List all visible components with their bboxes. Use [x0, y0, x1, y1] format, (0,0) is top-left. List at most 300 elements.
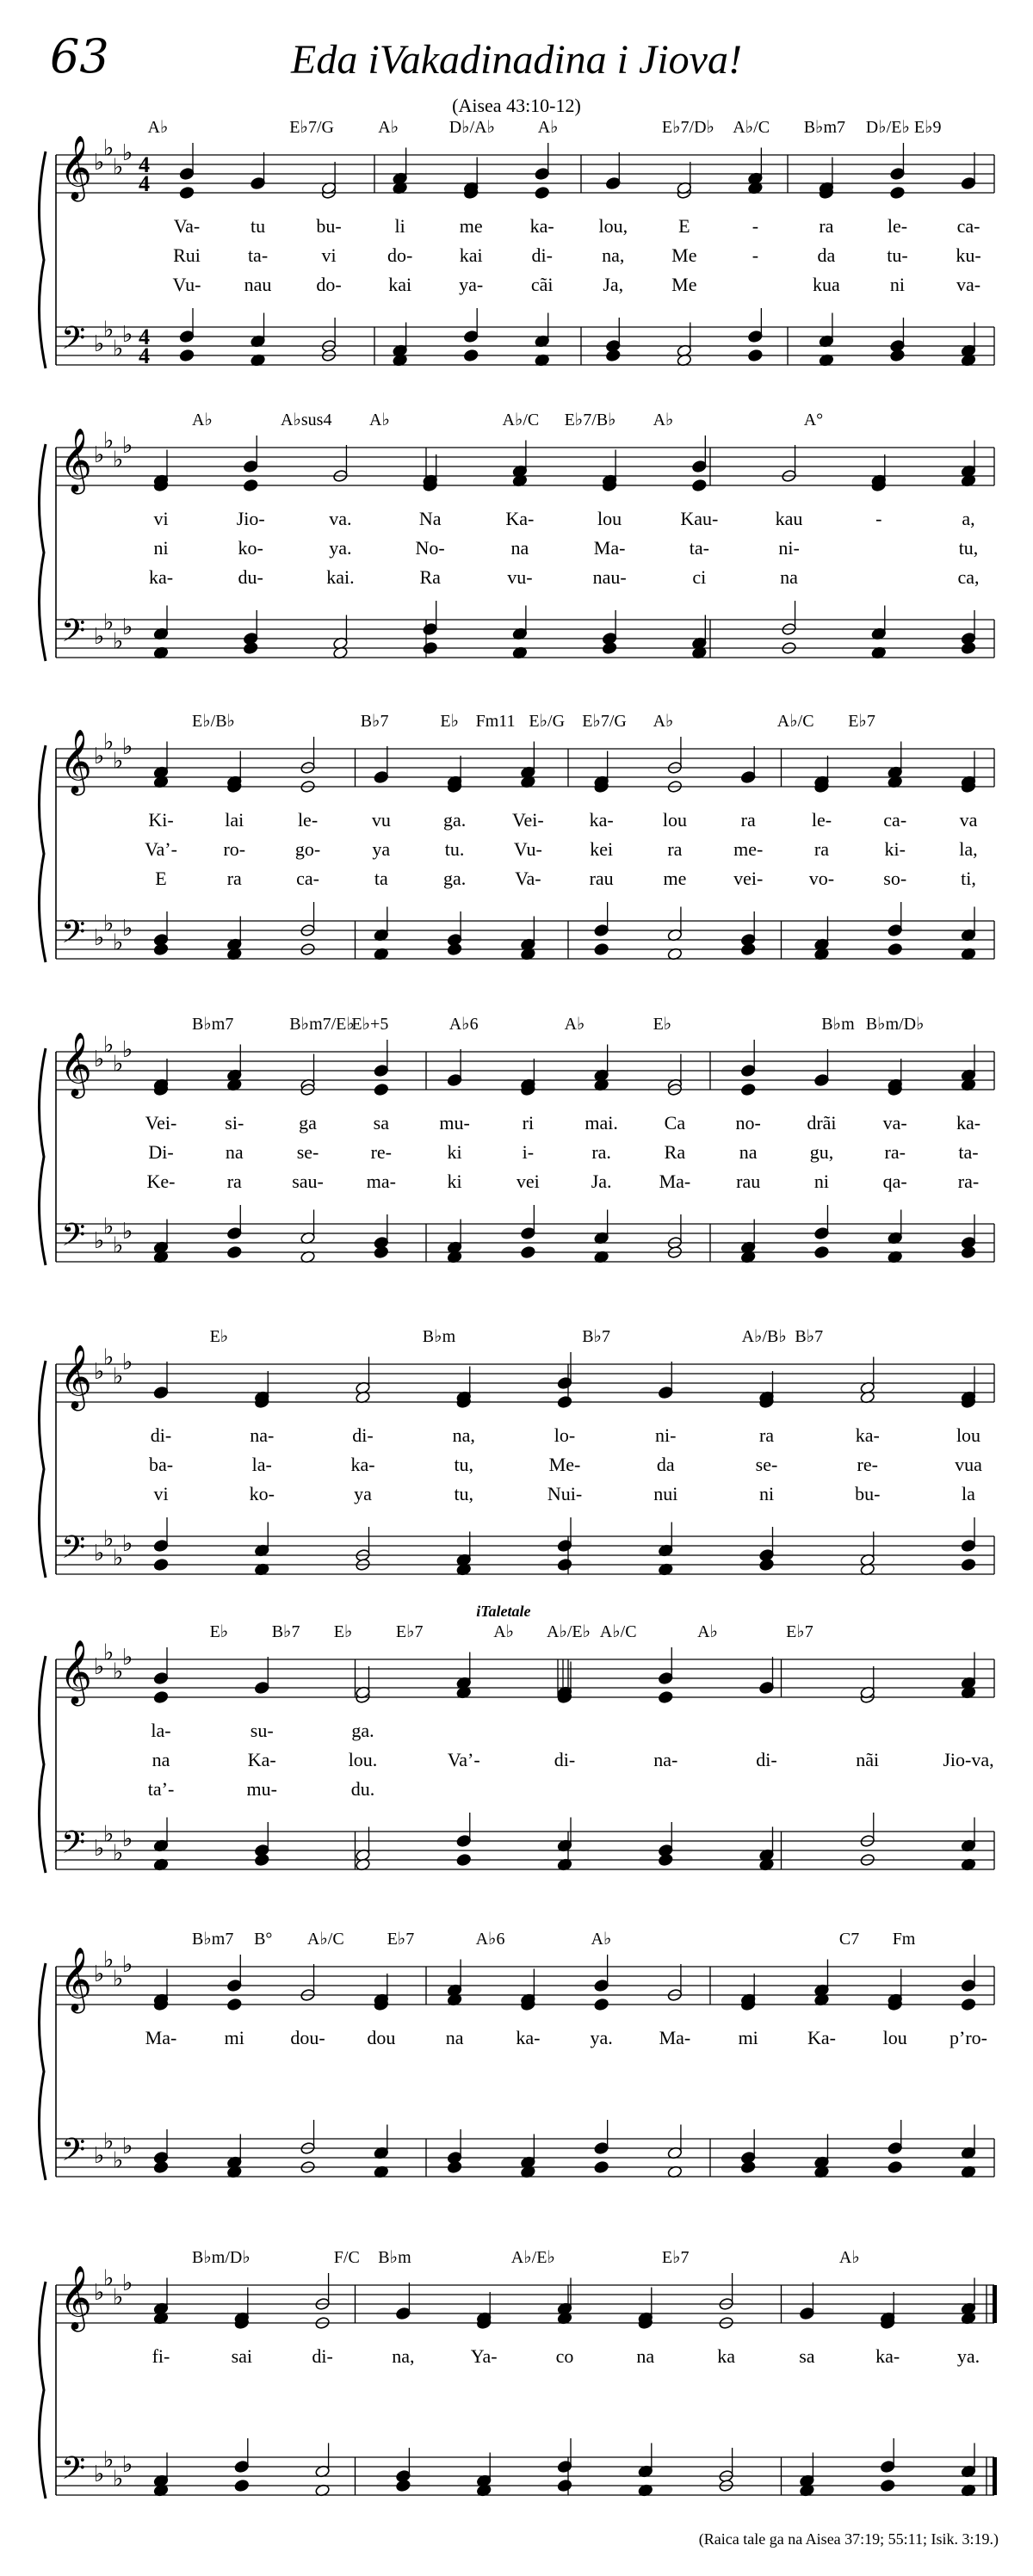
system-brace [39, 745, 46, 962]
lyric-syllable: vi [153, 508, 169, 529]
lyric-syllable: ta- [958, 1141, 979, 1163]
lyric-syllable: Va’- [447, 1749, 480, 1770]
lyric-syllable: nau [244, 274, 272, 295]
chord-symbol: A♭ [838, 2248, 860, 2267]
lyric-syllable: dou [367, 2027, 396, 2048]
lyric-syllable: Rui [173, 244, 201, 266]
lyric-syllable: me [459, 215, 483, 237]
lyric-syllable: ca- [883, 809, 907, 831]
chord-symbol: B♭m7 [192, 1930, 234, 1949]
chord-symbol: B♭m [422, 1327, 456, 1346]
chord-symbol: D♭/E♭ E♭9 [865, 118, 942, 137]
flat-sign: ♭ [122, 322, 133, 347]
chord-symbol: A♭6 [475, 1930, 505, 1949]
scripture-reference: (Aisea 43:10-12) [452, 95, 581, 116]
lyric-syllable: ya. [590, 2027, 613, 2048]
lyric-syllable: kai [459, 244, 483, 266]
bass-staff [56, 327, 994, 365]
lyric-syllable: nau- [592, 566, 627, 588]
lyric-syllable: du- [238, 566, 263, 588]
lyric-syllable: na, [602, 244, 625, 266]
flat-sign: ♭ [94, 1961, 105, 1986]
lyric-syllable: na [225, 1141, 244, 1163]
chord-symbol: F/C [333, 2248, 360, 2267]
flat-sign: ♭ [103, 2128, 114, 2154]
system-brace [39, 1048, 46, 1265]
lyric-syllable: ro- [223, 838, 246, 860]
lyric-syllable: go- [294, 838, 321, 860]
flat-sign: ♭ [122, 2452, 133, 2477]
flat-sign: ♭ [103, 1526, 114, 1552]
bass-clef: 𝄢 [61, 2451, 86, 2493]
bass-clef: 𝄢 [61, 2133, 86, 2175]
lyric-syllable: ki [447, 1141, 462, 1163]
time-signature: 4 [139, 343, 150, 368]
lyric-syllable: Ja. [591, 1171, 612, 1192]
chord-symbol: B♭7 [582, 1327, 610, 1346]
chord-symbol: A♭/C [733, 118, 770, 137]
chord-symbol: A♭ [653, 712, 674, 731]
lyric-syllable: ra [667, 838, 683, 860]
lyric-syllable: tu. [444, 838, 465, 860]
lyric-syllable: ci [692, 566, 707, 588]
flat-sign: ♭ [94, 2143, 105, 2168]
flat-sign: ♭ [113, 1363, 124, 1389]
lyric-syllable: ra. [591, 1141, 611, 1163]
chord-symbol: C7 [838, 1930, 860, 1949]
lyric-syllable: Me [671, 274, 697, 295]
refrain-label: iTaletale [476, 1603, 531, 1620]
lyric-syllable: Ya- [470, 2345, 498, 2367]
lyric-syllable: Ra [664, 1141, 686, 1163]
lyric-syllable: da [656, 1454, 675, 1475]
lyric-syllable: du. [350, 1778, 375, 1800]
flat-sign: ♭ [103, 2265, 114, 2291]
hymn-number: 63 [50, 29, 109, 83]
chord-symbol: B♭7 [360, 712, 389, 731]
flat-sign: ♭ [103, 1821, 114, 1847]
system-brace [39, 1361, 46, 1578]
lyric-syllable: no- [735, 1112, 761, 1134]
chord-symbol: B♭7 [271, 1622, 300, 1641]
chord-symbol: B♭m7/E♭ [289, 1015, 355, 1034]
flat-sign: ♭ [94, 2280, 105, 2305]
lyric-syllable: - [875, 508, 882, 529]
bass-clef: 𝄢 [61, 321, 86, 363]
treble-clef: 𝄞 [59, 1034, 92, 1095]
lyric-syllable: sai [231, 2345, 253, 2367]
lyric-syllable: me [663, 868, 687, 889]
chord-symbol: A♭6 [448, 1015, 479, 1034]
flat-sign: ♭ [94, 442, 105, 467]
flat-sign: ♭ [103, 1947, 114, 1973]
flat-sign: ♭ [122, 1531, 133, 1556]
lyric-syllable: Ra [419, 566, 441, 588]
chord-symbol: E♭7 [661, 2248, 690, 2267]
flat-sign: ♭ [103, 428, 114, 454]
lyric-syllable: Di- [148, 1141, 174, 1163]
chord-symbol: E♭7/G [289, 118, 334, 137]
bass-clef: 𝄢 [61, 614, 86, 656]
chord-symbol: A♭ [369, 411, 390, 429]
flat-sign: ♭ [122, 1826, 133, 1851]
lyric-syllable: ka- [956, 1112, 981, 1134]
lyric-syllable: la, [959, 838, 978, 860]
lyric-syllable: re- [857, 1454, 878, 1475]
lyric-syllable: Ma- [659, 2027, 691, 2048]
system-brace [39, 151, 46, 368]
chord-symbol: A♭sus4 [281, 411, 332, 429]
system-brace [39, 444, 46, 661]
lyric-syllable: ya [372, 838, 391, 860]
chord-symbol: A♭/C [502, 411, 540, 429]
chord-symbol: E♭7/D♭ [661, 118, 714, 137]
lyric-syllable: la [962, 1483, 975, 1504]
lyric-syllable: nãi [856, 1749, 880, 1770]
flat-sign: ♭ [94, 1654, 105, 1679]
lyric-syllable: vu [371, 809, 391, 831]
lyric-syllable: ni [758, 1483, 775, 1504]
treble-clef: 𝄞 [59, 429, 92, 491]
lyric-syllable: na [445, 2027, 464, 2048]
lyric-syllable: vua [955, 1454, 982, 1475]
flat-sign: ♭ [122, 433, 133, 458]
bass-clef: 𝄢 [61, 915, 86, 957]
lyric-syllable: sa [373, 1112, 389, 1134]
lyric-syllable: si- [225, 1112, 244, 1134]
chord-symbol: B♭m [821, 1015, 855, 1034]
chord-symbol: A♭ [493, 1622, 515, 1641]
lyric-syllable: ya [354, 1483, 372, 1504]
lyric-syllable: la- [251, 1454, 272, 1475]
lyric-syllable: re- [370, 1141, 393, 1163]
flat-sign: ♭ [94, 1541, 105, 1566]
lyric-syllable: Nui- [547, 1483, 583, 1504]
hymn-title: Eda iVakadinadina i Jiova! [291, 37, 742, 83]
lyric-syllable: ma- [366, 1171, 396, 1192]
lyric-syllable: le- [811, 809, 832, 831]
system-brace [39, 1963, 46, 2180]
lyric-syllable: ni- [655, 1424, 677, 1446]
lyric-syllable: ba- [148, 1454, 174, 1475]
lyric-syllable: Ma- [593, 537, 626, 559]
treble-clef: 𝄞 [59, 1346, 92, 1407]
lyric-syllable: dou- [290, 2027, 325, 2048]
flat-sign: ♭ [122, 916, 133, 941]
lyric-syllable: ni- [778, 537, 800, 559]
lyric-syllable: lou [956, 1424, 981, 1446]
chord-symbol: B° [254, 1930, 273, 1949]
flat-sign: ♭ [122, 1350, 133, 1374]
lyric-syllable: se- [755, 1454, 778, 1475]
time-signature: 4 [139, 171, 150, 196]
lyric-syllable: mu- [439, 1112, 470, 1134]
lyric-syllable: Ja, [603, 274, 624, 295]
chord-symbol: E♭7 [786, 1622, 813, 1641]
lyric-syllable: li [394, 215, 405, 237]
lyric-syllable: Ca [664, 1112, 686, 1134]
flat-sign: ♭ [103, 135, 114, 161]
lyric-syllable: Jio- [236, 508, 265, 529]
bass-staff [56, 1832, 994, 1869]
lyric-syllable: drãi [807, 1112, 837, 1134]
lyric-syllable: rau [589, 868, 614, 889]
lyric-syllable: di- [554, 1749, 576, 1770]
chord-symbol: A♭ [537, 118, 559, 137]
flat-sign: ♭ [122, 734, 133, 759]
chord-symbol: A♭ [697, 1622, 718, 1641]
lyric-syllable: di- [312, 2345, 333, 2367]
flat-sign: ♭ [103, 729, 114, 755]
lyric-syllable: na [780, 566, 798, 588]
lyric-syllable: bu- [316, 215, 342, 237]
lyric-syllable: Ke- [146, 1171, 176, 1192]
lyric-syllable: lou [882, 2027, 907, 2048]
lyric-syllable: a, [962, 508, 975, 529]
chord-symbol: B♭m [378, 2248, 411, 2267]
lyric-syllable: mai. [585, 1112, 618, 1134]
lyric-syllable: vi [321, 244, 337, 266]
chord-symbol: A♭ [378, 118, 399, 137]
flat-sign: ♭ [103, 317, 114, 343]
lyric-syllable: ta- [689, 537, 709, 559]
time-signature: 4 [139, 324, 150, 349]
lyric-syllable: Ki- [148, 809, 174, 831]
chord-symbol: B♭7 [795, 1327, 824, 1346]
lyric-syllable: No- [415, 537, 445, 559]
system-3 [39, 712, 994, 962]
lyric-syllable: ko- [249, 1483, 275, 1504]
chord-symbol: D♭/A♭ [448, 118, 496, 137]
lyric-syllable: so- [883, 868, 907, 889]
lyric-syllable: kau [775, 508, 803, 529]
lyric-syllable: na, [392, 2345, 415, 2367]
lyric-syllable: lou, [598, 215, 628, 237]
lyric-syllable: ki [447, 1171, 462, 1192]
chord-symbol: E♭7 [395, 1622, 424, 1641]
lyric-syllable: bu- [855, 1483, 881, 1504]
flat-sign: ♭ [103, 1032, 114, 1058]
lyric-syllable: da [817, 244, 836, 266]
flat-sign: ♭ [94, 1836, 105, 1861]
lyric-syllable: va [959, 809, 978, 831]
lyric-syllable: na [739, 1141, 758, 1163]
lyric-syllable: E [155, 868, 167, 889]
flat-sign: ♭ [113, 2466, 124, 2492]
lyric-syllable: mi [224, 2027, 244, 2048]
lyric-syllable: tu, [454, 1483, 474, 1504]
lyric-syllable: Vu- [513, 838, 542, 860]
lyric-syllable: Vu- [172, 274, 201, 295]
chord-symbol: A♭ [653, 411, 674, 429]
lyric-syllable: mu- [246, 1778, 277, 1800]
flat-sign: ♭ [113, 336, 124, 361]
lyric-syllable: le- [887, 215, 908, 237]
flat-sign: ♭ [94, 925, 105, 950]
lyric-syllable: ra- [957, 1171, 980, 1192]
lyric-syllable: la- [151, 1720, 171, 1741]
lyric-syllable: na [152, 1749, 170, 1770]
chord-symbol: A♭ [591, 1930, 612, 1949]
chord-symbol: A° [803, 411, 824, 429]
treble-staff [56, 1659, 994, 1697]
footer-reference: (Raica tale ga na Aisea 37:19; 55:11; Isik. 3:19.) [698, 2530, 999, 2548]
lyric-syllable: ti, [961, 868, 976, 889]
chord-symbol: E♭/G [529, 712, 566, 731]
treble-staff [56, 2285, 994, 2323]
treble-clef: 𝄞 [59, 137, 92, 198]
lyric-syllable: na [510, 537, 529, 559]
lyric-syllable: ca- [296, 868, 319, 889]
flat-sign: ♭ [94, 150, 105, 175]
lyric-syllable: kai [388, 274, 412, 295]
flat-sign: ♭ [113, 2284, 124, 2310]
lyric-syllable: tu- [887, 244, 908, 266]
lyric-syllable: qa- [882, 1171, 907, 1192]
lyric-syllable: ga [299, 1112, 317, 1134]
system-brace [39, 1656, 46, 1873]
lyric-syllable: ka- [875, 2345, 900, 2367]
chord-symbol: E♭ [333, 1622, 353, 1641]
lyric-syllable: kai. [326, 566, 355, 588]
flat-sign: ♭ [94, 1047, 105, 1072]
lyric-syllable: di- [531, 244, 553, 266]
lyric-syllable: Na [418, 508, 442, 529]
lyric-syllable: vei- [733, 868, 764, 889]
lyric-syllable: i- [522, 1141, 535, 1163]
flat-sign: ♭ [94, 744, 105, 769]
flat-sign: ♭ [113, 628, 124, 654]
lyric-syllable: ra [226, 1171, 242, 1192]
lyric-syllable: lai [225, 809, 244, 831]
lyric-syllable: ku- [956, 244, 981, 266]
lyric-syllable: ta- [247, 244, 269, 266]
flat-sign: ♭ [113, 748, 124, 774]
bass-clef: 𝄢 [61, 1825, 86, 1868]
lyric-syllable: vu- [507, 566, 533, 588]
flat-sign: ♭ [103, 609, 114, 635]
flat-sign: ♭ [103, 1640, 114, 1665]
lyric-syllable: tu, [958, 537, 979, 559]
lyric-syllable: ni [813, 1171, 830, 1192]
treble-staff [56, 1364, 994, 1402]
flat-sign: ♭ [113, 1966, 124, 1992]
chord-symbol: A♭ [147, 118, 169, 137]
lyric-syllable: ra- [884, 1141, 906, 1163]
lyric-syllable: do- [316, 274, 342, 295]
lyric-syllable: va- [956, 274, 981, 295]
lyric-syllable: ga. [442, 809, 467, 831]
system-brace [39, 2282, 46, 2499]
lyric-syllable: Jio-va, [943, 1749, 994, 1770]
lyric-syllable: ya. [956, 2345, 980, 2367]
flat-sign: ♭ [113, 930, 124, 955]
chord-symbol: E♭7 [387, 1930, 415, 1949]
flat-sign: ♭ [122, 1645, 133, 1670]
bass-clef: 𝄢 [61, 1530, 86, 1572]
lyric-syllable: Ka- [807, 2027, 836, 2048]
flat-sign: ♭ [103, 1214, 114, 1239]
flat-sign: ♭ [122, 2134, 133, 2159]
system-6 [39, 1603, 994, 1873]
lyric-syllable: ni [153, 537, 169, 559]
lyric-syllable: na [636, 2345, 655, 2367]
chord-symbol: E♭ [653, 1015, 672, 1034]
lyric-syllable: se- [296, 1141, 319, 1163]
chord-symbol: A♭/E♭ [510, 2248, 555, 2267]
lyric-syllable: Ka- [505, 508, 535, 529]
lyric-syllable: ga. [351, 1720, 374, 1741]
lyric-syllable: Ma- [145, 2027, 177, 2048]
flat-sign: ♭ [103, 2447, 114, 2473]
lyric-syllable: Kau- [680, 508, 719, 529]
lyric-syllable: ta [374, 868, 388, 889]
treble-staff [56, 155, 994, 193]
lyric-syllable: Ma- [659, 1171, 691, 1192]
lyric-syllable: su- [250, 1720, 274, 1741]
lyric-syllable: le- [297, 809, 319, 831]
lyric-syllable: sa [799, 2345, 815, 2367]
bass-clef: 𝄢 [61, 1218, 86, 1260]
lyric-syllable: gu, [809, 1141, 834, 1163]
lyric-syllable: vo- [808, 868, 835, 889]
lyric-syllable: ki- [884, 838, 906, 860]
lyric-syllable: Me- [548, 1454, 581, 1475]
lyric-syllable: na- [250, 1424, 275, 1446]
chord-symbol: E♭7 [848, 712, 875, 731]
lyric-syllable: ra [226, 868, 242, 889]
lyric-syllable: ka- [855, 1424, 880, 1446]
lyric-syllable: Va- [515, 868, 541, 889]
lyric-syllable: ka- [350, 1454, 375, 1475]
lyric-syllable: na, [452, 1424, 475, 1446]
lyric-syllable: mi [738, 2027, 758, 2048]
lyric-syllable: va. [329, 508, 352, 529]
lyric-syllable: lo- [554, 1424, 576, 1446]
flat-sign: ♭ [94, 331, 105, 356]
chord-symbol: B♭m7 [803, 118, 846, 137]
lyric-syllable: ra [813, 838, 830, 860]
lyric-syllable: rau [736, 1171, 761, 1192]
lyric-syllable: ra [819, 215, 834, 237]
lyric-syllable: tu, [454, 1454, 474, 1475]
flat-sign: ♭ [122, 140, 133, 165]
lyric-syllable: ko- [238, 537, 263, 559]
chord-symbol: E♭ [209, 1622, 229, 1641]
lyric-syllable: ka- [589, 809, 614, 831]
flat-sign: ♭ [113, 447, 124, 473]
lyric-syllable: ni [889, 274, 906, 295]
time-signature: 4 [139, 152, 150, 177]
lyric-syllable: - [752, 244, 759, 266]
lyric-syllable: di- [352, 1424, 374, 1446]
lyric-syllable: kei [590, 838, 614, 860]
lyric-syllable: ka- [529, 215, 554, 237]
lyric-syllable: Va’- [145, 838, 177, 860]
lyric-syllable: lou [662, 809, 687, 831]
lyric-syllable: ya. [329, 537, 352, 559]
lyric-syllable: Vei- [145, 1112, 177, 1134]
chord-symbol: E♭+5 [351, 1015, 389, 1034]
lyric-syllable: ga. [442, 868, 467, 889]
lyric-syllable: fi- [152, 2345, 170, 2367]
lyric-syllable: ka- [516, 2027, 541, 2048]
chord-symbol: A♭/B♭ [741, 1327, 787, 1346]
lyric-syllable: co [555, 2345, 574, 2367]
flat-sign: ♭ [122, 1037, 133, 1062]
chord-symbol: A♭/C [306, 1930, 344, 1949]
chord-symbol: B♭m/D♭ [192, 2248, 251, 2267]
